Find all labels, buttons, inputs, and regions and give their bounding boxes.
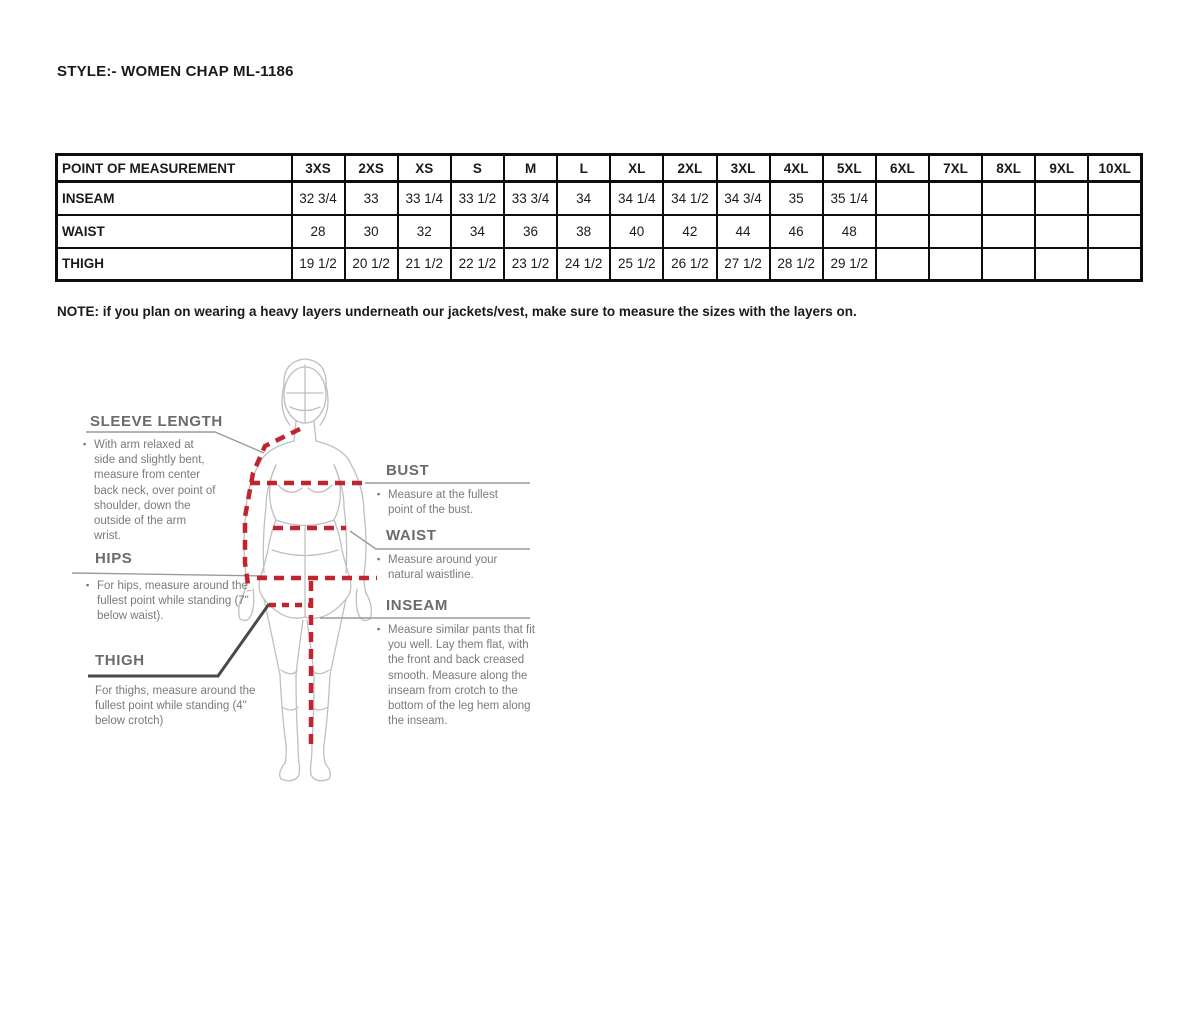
size-value-cell: 30: [345, 215, 398, 248]
column-header-size: 2XS: [345, 155, 398, 182]
size-value-cell: 32: [398, 215, 451, 248]
size-value-cell: 40: [610, 215, 663, 248]
size-value-cell: 34 1/2: [663, 182, 716, 215]
sleeve-length-heading: SLEEVE LENGTH: [90, 413, 223, 430]
size-value-cell: [1088, 182, 1141, 215]
hips-heading: HIPS: [95, 550, 133, 567]
thigh-heading: THIGH: [95, 652, 145, 669]
size-value-cell: [1035, 215, 1088, 248]
size-value-cell: 28: [292, 215, 345, 248]
hips-description: ▪ For hips, measure around the fullest point while standing (7" below waist).: [97, 579, 249, 625]
waist-description: ▪ Measure around your natural waistline.: [388, 553, 526, 583]
column-header-size: 3XL: [717, 155, 770, 182]
waist-heading: WAIST: [386, 527, 437, 544]
waist-leader-line: [350, 531, 530, 549]
size-value-cell: [1088, 248, 1141, 281]
column-header-size: M: [504, 155, 557, 182]
size-chart-table: [55, 153, 1143, 282]
size-value-cell: 34: [557, 182, 610, 215]
size-value-cell: [929, 182, 982, 215]
row-label: INSEAM: [57, 182, 292, 215]
size-value-cell: 34 1/4: [610, 182, 663, 215]
size-value-cell: [929, 215, 982, 248]
size-value-cell: 46: [770, 215, 823, 248]
size-value-cell: 38: [557, 215, 610, 248]
size-value-cell: [982, 182, 1035, 215]
size-value-cell: [1035, 248, 1088, 281]
size-value-cell: 20 1/2: [345, 248, 398, 281]
column-header-size: 5XL: [823, 155, 876, 182]
size-value-cell: [929, 248, 982, 281]
size-value-cell: 33 3/4: [504, 182, 557, 215]
size-value-cell: [876, 182, 929, 215]
thigh-description: For thighs, measure around the fullest point while standing (4" below crotch): [95, 685, 256, 728]
size-value-cell: [1035, 182, 1088, 215]
sleeve-length-description: ▪ With arm relaxed at side and slightly bent, measure from center back neck, over point of shoulder, down the outside of the arm wrist.: [94, 438, 216, 544]
size-value-cell: 19 1/2: [292, 248, 345, 281]
size-value-cell: 23 1/2: [504, 248, 557, 281]
size-value-cell: 34: [451, 215, 504, 248]
size-value-cell: 27 1/2: [717, 248, 770, 281]
column-header-measurement: POINT OF MEASUREMENT: [57, 155, 292, 182]
column-header-size: L: [557, 155, 610, 182]
inseam-description: ▪ Measure similar pants that fit you well. Lay them flat, with the front and back creased smooth. Measure along the inseam from crotch to the bottom of the leg hem along the inseam.: [388, 623, 538, 729]
size-value-cell: 22 1/2: [451, 248, 504, 281]
size-value-cell: 26 1/2: [663, 248, 716, 281]
size-value-cell: 35 1/4: [823, 182, 876, 215]
size-value-cell: 32 3/4: [292, 182, 345, 215]
size-value-cell: 33: [345, 182, 398, 215]
measurement-row: [57, 215, 1142, 248]
size-value-cell: 48: [823, 215, 876, 248]
measurement-diagram: [68, 335, 545, 783]
row-label: WAIST: [57, 215, 292, 248]
page-title: STYLE:- WOMEN CHAP ML-1186: [57, 63, 294, 80]
measurement-row: [57, 182, 1142, 215]
size-value-cell: [982, 215, 1035, 248]
hips-leader-line: [72, 573, 267, 576]
size-value-cell: 28 1/2: [770, 248, 823, 281]
size-value-cell: 33 1/2: [451, 182, 504, 215]
size-value-cell: [982, 248, 1035, 281]
bust-description: ▪ Measure at the fullest point of the bust.: [388, 488, 524, 518]
row-label: THIGH: [57, 248, 292, 281]
size-value-cell: 42: [663, 215, 716, 248]
column-header-size: XS: [398, 155, 451, 182]
size-value-cell: 29 1/2: [823, 248, 876, 281]
size-value-cell: 34 3/4: [717, 182, 770, 215]
inseam-heading: INSEAM: [386, 597, 448, 614]
size-value-cell: 25 1/2: [610, 248, 663, 281]
column-header-size: 8XL: [982, 155, 1035, 182]
column-header-size: 2XL: [663, 155, 716, 182]
size-value-cell: 21 1/2: [398, 248, 451, 281]
column-header-size: 3XS: [292, 155, 345, 182]
size-value-cell: [876, 215, 929, 248]
column-header-size: 4XL: [770, 155, 823, 182]
column-header-size: S: [451, 155, 504, 182]
bust-heading: BUST: [386, 462, 430, 479]
measurement-row: [57, 248, 1142, 281]
size-value-cell: 24 1/2: [557, 248, 610, 281]
size-value-cell: [1088, 215, 1141, 248]
column-header-size: 7XL: [929, 155, 982, 182]
table-header-row: [57, 155, 1142, 182]
size-value-cell: 35: [770, 182, 823, 215]
column-header-size: XL: [610, 155, 663, 182]
column-header-size: 6XL: [876, 155, 929, 182]
size-value-cell: 44: [717, 215, 770, 248]
column-header-size: 9XL: [1035, 155, 1088, 182]
size-value-cell: 36: [504, 215, 557, 248]
size-chart-table-container: [55, 153, 1143, 282]
size-value-cell: [876, 248, 929, 281]
note-text: NOTE: if you plan on wearing a heavy layers underneath our jackets/vest, make sure to measure the sizes with the layers on.: [57, 304, 857, 319]
column-header-size: 10XL: [1088, 155, 1141, 182]
size-value-cell: 33 1/4: [398, 182, 451, 215]
